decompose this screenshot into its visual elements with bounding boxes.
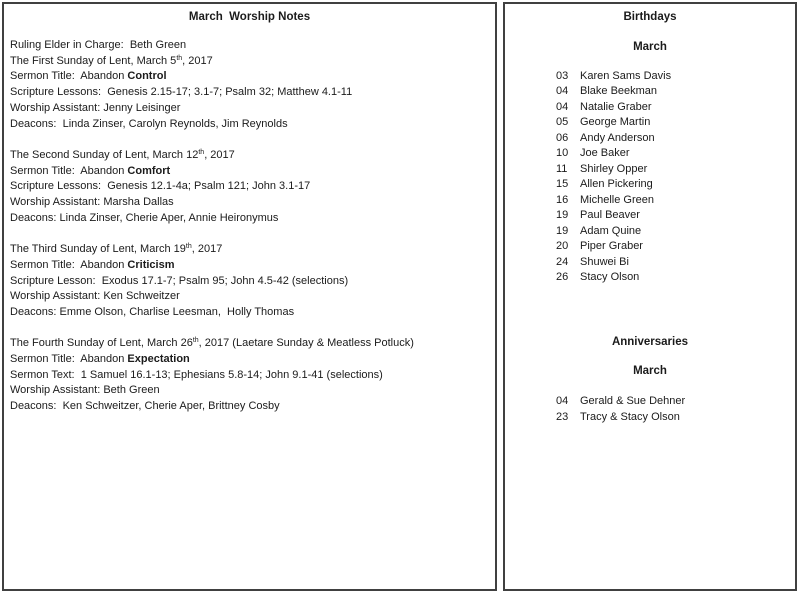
text-segment: Worship Assistant: Marsha Dallas xyxy=(10,196,174,209)
person-name: Shirley Opper xyxy=(580,162,648,175)
text-line xyxy=(10,164,491,180)
text-segment: Sermon Title: Abandon xyxy=(10,258,128,271)
text-segment: Scripture Lesson: Exodus 17.1-7; Psalm 95; John 4.5-42 (selections) xyxy=(10,274,349,287)
text-line xyxy=(10,117,491,133)
text-line xyxy=(10,274,491,290)
list-item xyxy=(505,84,795,100)
worship-block xyxy=(10,242,491,321)
person-name: Adam Quine xyxy=(580,224,642,237)
person-name: Tracy & Stacy Olson xyxy=(580,410,680,423)
text-segment: The First Sunday of Lent, March 5 xyxy=(10,54,177,67)
worship-notes-title: March Worship Notes xyxy=(188,11,311,23)
list-item xyxy=(505,255,795,271)
text-segment: Sermon Title: Abandon xyxy=(10,70,128,83)
person-name: Natalie Graber xyxy=(580,100,652,113)
worship-blocks xyxy=(4,38,495,415)
worship-notes-panel xyxy=(2,2,497,591)
text-line xyxy=(10,148,491,164)
person-name: Joe Baker xyxy=(580,147,630,159)
text-segment: The Fourth Sunday of Lent, March 26 xyxy=(10,337,193,350)
list-item xyxy=(505,394,795,410)
list-item xyxy=(505,146,795,162)
person-name: Andy Anderson xyxy=(580,131,655,144)
anniversaries-list xyxy=(505,394,795,425)
sermon-theme-emphasis: Criticism xyxy=(127,258,175,271)
day-number: 15 xyxy=(556,178,569,190)
text-segment: The Third Sunday of Lent, March 19 xyxy=(10,243,186,256)
day-number: 19 xyxy=(556,224,569,237)
text-segment: Scripture Lessons: Genesis 12.1-4a; Psalm 121; John 3.1-17 xyxy=(10,180,311,193)
text-line xyxy=(10,399,491,415)
text-segment: Worship Assistant: Jenny Leisinger xyxy=(10,101,181,114)
text-segment: , 2017 xyxy=(182,54,213,67)
text-segment: Deacons: Emme Olson, Charlise Leesman, Holly Thomas xyxy=(10,305,295,318)
celebrations-panel xyxy=(503,2,797,591)
ordinal-superscript: th xyxy=(192,337,199,345)
text-line xyxy=(10,258,491,274)
sermon-theme-emphasis: Control xyxy=(127,70,167,83)
list-item xyxy=(505,115,795,131)
birthdays-list xyxy=(505,69,795,286)
text-segment: The Second Sunday of Lent, March 12 xyxy=(10,148,199,161)
list-item xyxy=(505,224,795,240)
text-line xyxy=(10,54,491,70)
text-line xyxy=(10,101,491,117)
text-segment: , 2017 xyxy=(204,148,235,161)
person-name: George Martin xyxy=(580,116,651,128)
anniversaries-title: Anniversaries xyxy=(611,335,689,348)
ordinal-superscript: th xyxy=(198,148,205,156)
person-name: Piper Graber xyxy=(580,240,643,252)
text-segment: , 2017 xyxy=(191,243,223,256)
day-number: 16 xyxy=(556,193,569,206)
sermon-theme-emphasis: Comfort xyxy=(127,164,171,177)
text-line xyxy=(10,38,491,54)
list-item xyxy=(505,131,795,147)
text-line xyxy=(10,85,491,101)
list-item xyxy=(505,69,795,85)
worship-block xyxy=(10,38,491,132)
text-line xyxy=(10,383,491,399)
list-item xyxy=(505,193,795,209)
text-segment: Ruling Elder in Charge: Beth Green xyxy=(10,39,187,51)
sermon-theme-emphasis: Expectation xyxy=(127,353,190,366)
text-line xyxy=(10,242,491,258)
text-line xyxy=(10,336,491,352)
text-line xyxy=(10,69,491,85)
day-number: 26 xyxy=(556,271,569,283)
list-item xyxy=(505,177,795,193)
list-item xyxy=(505,410,795,426)
day-number: 20 xyxy=(556,240,569,252)
text-segment: Scripture Lessons: Genesis 2.15-17; 3.1-7; Psalm 32; Matthew 4.1-11 xyxy=(10,86,353,99)
day-number: 24 xyxy=(556,255,569,268)
person-name: Stacy Olson xyxy=(580,271,640,283)
text-segment: Sermon Text: 1 Samuel 16.1-13; Ephesians 5.8-14; John 9.1-41 (selections) xyxy=(10,368,383,381)
list-item xyxy=(505,270,795,286)
text-line xyxy=(10,211,491,227)
day-number: 10 xyxy=(556,147,569,159)
person-name: Shuwei Bi xyxy=(580,255,629,268)
text-line xyxy=(10,305,491,321)
day-number: 04 xyxy=(556,85,569,97)
anniversaries-month-label: March xyxy=(633,365,667,377)
day-number: 11 xyxy=(556,162,568,175)
text-segment: Deacons: Linda Zinser, Carolyn Reynolds, Jim Reynolds xyxy=(10,117,288,130)
birthdays-title: Birthdays xyxy=(623,11,677,23)
text-line xyxy=(10,289,491,305)
list-item xyxy=(505,239,795,255)
text-segment: Worship Assistant: Ken Schweitzer xyxy=(10,290,180,303)
day-number: 06 xyxy=(556,131,569,144)
person-name: Allen Pickering xyxy=(580,178,653,190)
ordinal-superscript: th xyxy=(185,243,192,251)
day-number: 23 xyxy=(556,410,569,423)
person-name: Karen Sams Davis xyxy=(580,69,672,82)
birthdays-month-label: March xyxy=(633,40,667,53)
ordinal-superscript: th xyxy=(176,54,183,62)
text-segment: , 2017 (Laetare Sunday & Meatless Potluck) xyxy=(198,337,414,350)
day-number: 05 xyxy=(556,116,569,128)
text-segment: Sermon Title: Abandon xyxy=(10,353,128,366)
text-line xyxy=(10,368,491,384)
text-line xyxy=(10,179,491,195)
day-number: 04 xyxy=(556,100,569,113)
list-item xyxy=(505,208,795,224)
text-line xyxy=(10,195,491,211)
text-segment: Deacons: Linda Zinser, Cherie Aper, Annie Heironymus xyxy=(10,211,279,224)
person-name: Blake Beekman xyxy=(580,85,658,97)
day-number: 03 xyxy=(556,69,569,82)
person-name: Gerald & Sue Dehner xyxy=(580,395,686,407)
day-number: 04 xyxy=(556,395,569,407)
worship-block xyxy=(10,148,491,227)
text-line xyxy=(10,352,491,368)
person-name: Michelle Green xyxy=(580,193,654,206)
person-name: Paul Beaver xyxy=(580,209,640,221)
text-segment: Sermon Title: Abandon xyxy=(10,164,128,177)
list-item xyxy=(505,100,795,116)
list-item xyxy=(505,162,795,178)
worship-block xyxy=(10,336,491,415)
text-segment: Worship Assistant: Beth Green xyxy=(10,384,160,397)
day-number: 19 xyxy=(556,209,569,221)
text-segment: Deacons: Ken Schweitzer, Cherie Aper, Brittney Cosby xyxy=(10,400,280,413)
